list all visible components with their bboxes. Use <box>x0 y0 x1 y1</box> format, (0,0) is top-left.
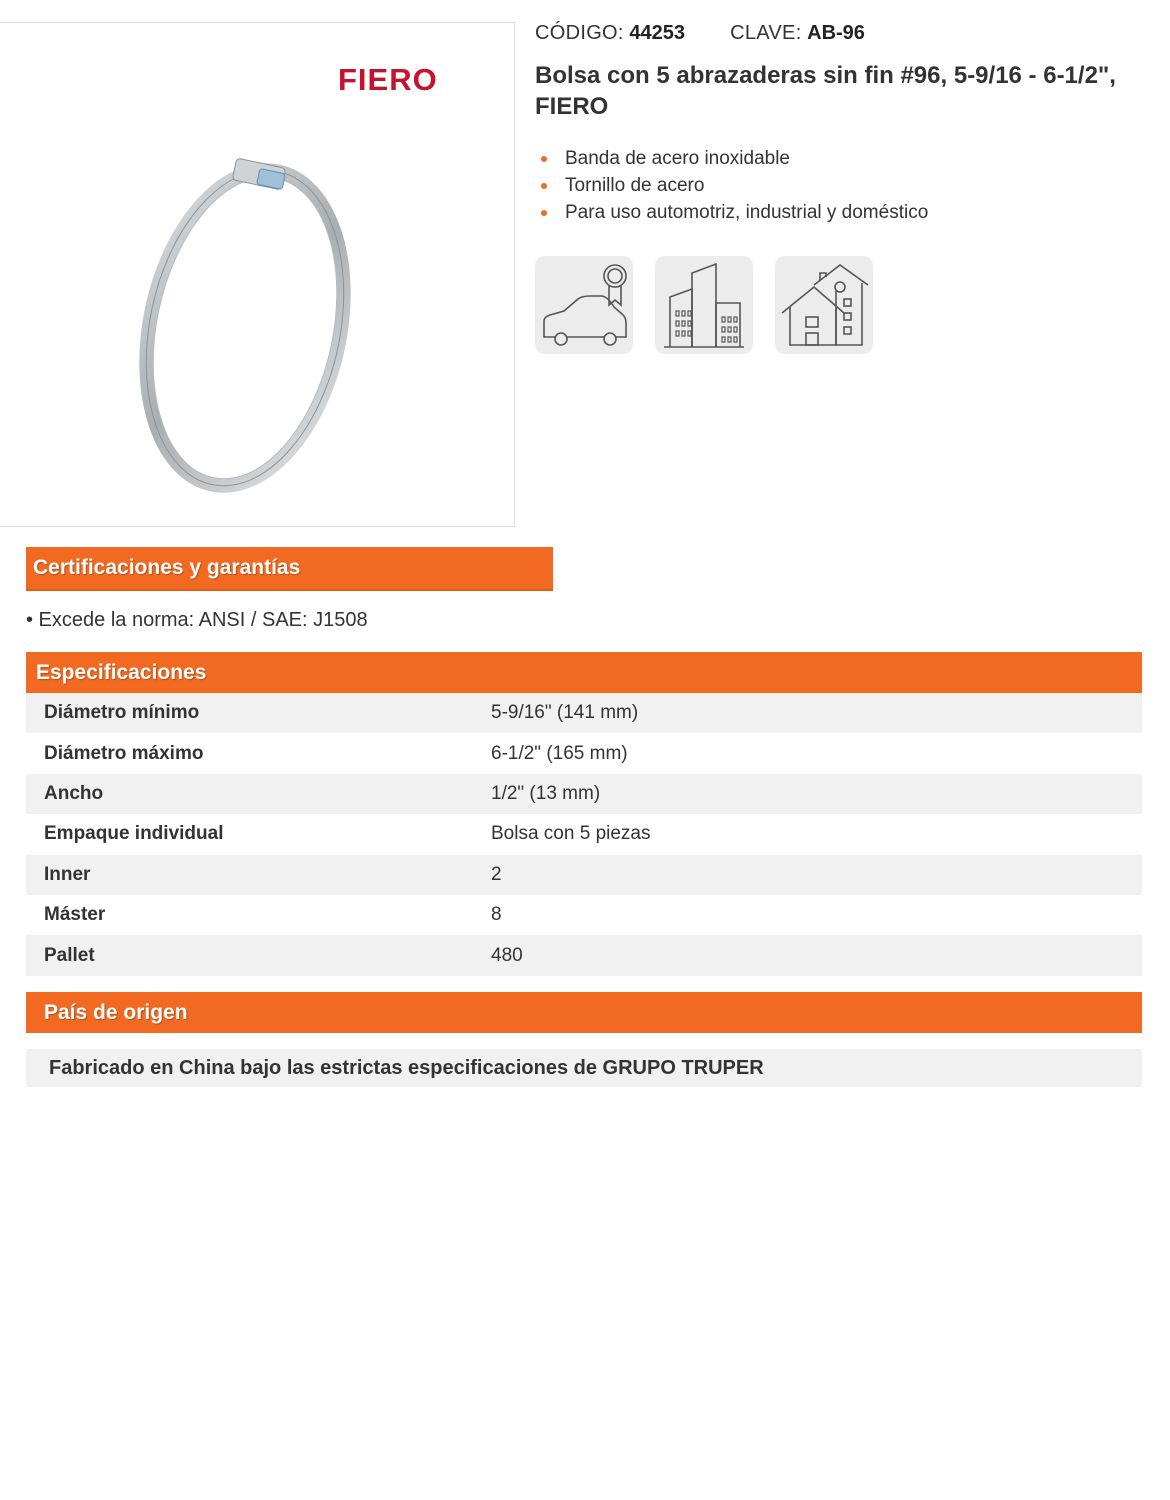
specifications-heading: Especificaciones <box>26 652 1142 693</box>
product-title: Bolsa con 5 abrazaderas sin fin #96, 5-9/16 - 6-1/2", FIERO <box>535 62 1116 120</box>
table-row <box>26 855 1142 895</box>
spec-key: Empaque individual <box>44 823 224 845</box>
spec-value: Bolsa con 5 piezas <box>491 823 651 845</box>
clave-value: AB-96 <box>807 22 865 44</box>
feature-item: Banda de acero inoxidable <box>535 145 928 172</box>
spec-value: 480 <box>491 935 1142 975</box>
car-award-icon <box>535 256 633 354</box>
spec-key: Ancho <box>26 774 491 814</box>
codigo-label: CÓDIGO: <box>535 22 624 44</box>
codigo-value: 44253 <box>629 22 685 44</box>
spec-key: Diámetro máximo <box>44 742 204 764</box>
use-icons <box>535 256 873 354</box>
clave-label: CLAVE: <box>730 22 802 44</box>
spec-key: Diámetro mínimo <box>26 693 491 733</box>
spec-key: Pallet <box>26 935 491 975</box>
table-row <box>26 693 1142 733</box>
fiero-logo <box>338 63 484 95</box>
house-icon <box>775 256 873 354</box>
svg-text:FIERO: FIERO <box>338 63 438 95</box>
certifications-heading: Certificaciones y garantías <box>26 547 553 591</box>
spec-key: Inner <box>26 855 491 895</box>
spec-value: 6-1/2" (165 mm) <box>491 742 628 764</box>
specifications-table <box>26 693 1142 976</box>
hose-clamp-image <box>130 153 360 503</box>
table-row <box>26 814 1142 854</box>
feature-item: Para uso automotriz, industrial y doméstico <box>535 199 928 226</box>
spec-value: 2 <box>491 855 1142 895</box>
origin-text: Fabricado en China bajo las estrictas especificaciones de GRUPO TRUPER <box>26 1049 1142 1087</box>
table-row <box>26 895 1142 935</box>
spec-value: 8 <box>491 904 502 926</box>
table-row <box>26 935 1142 975</box>
product-image-panel <box>0 22 515 527</box>
certification-item: • Excede la norma: ANSI / SAE: J1508 <box>26 609 368 631</box>
product-codes <box>535 22 865 45</box>
origin-heading: País de origen <box>26 992 1142 1033</box>
table-row <box>26 774 1142 814</box>
industrial-buildings-icon <box>655 256 753 354</box>
spec-value: 5-9/16" (141 mm) <box>491 693 1142 733</box>
spec-key: Máster <box>44 904 106 926</box>
feature-list <box>535 145 928 226</box>
spec-value: 1/2" (13 mm) <box>491 774 1142 814</box>
feature-item: Tornillo de acero <box>535 172 928 199</box>
table-row <box>26 733 1142 773</box>
